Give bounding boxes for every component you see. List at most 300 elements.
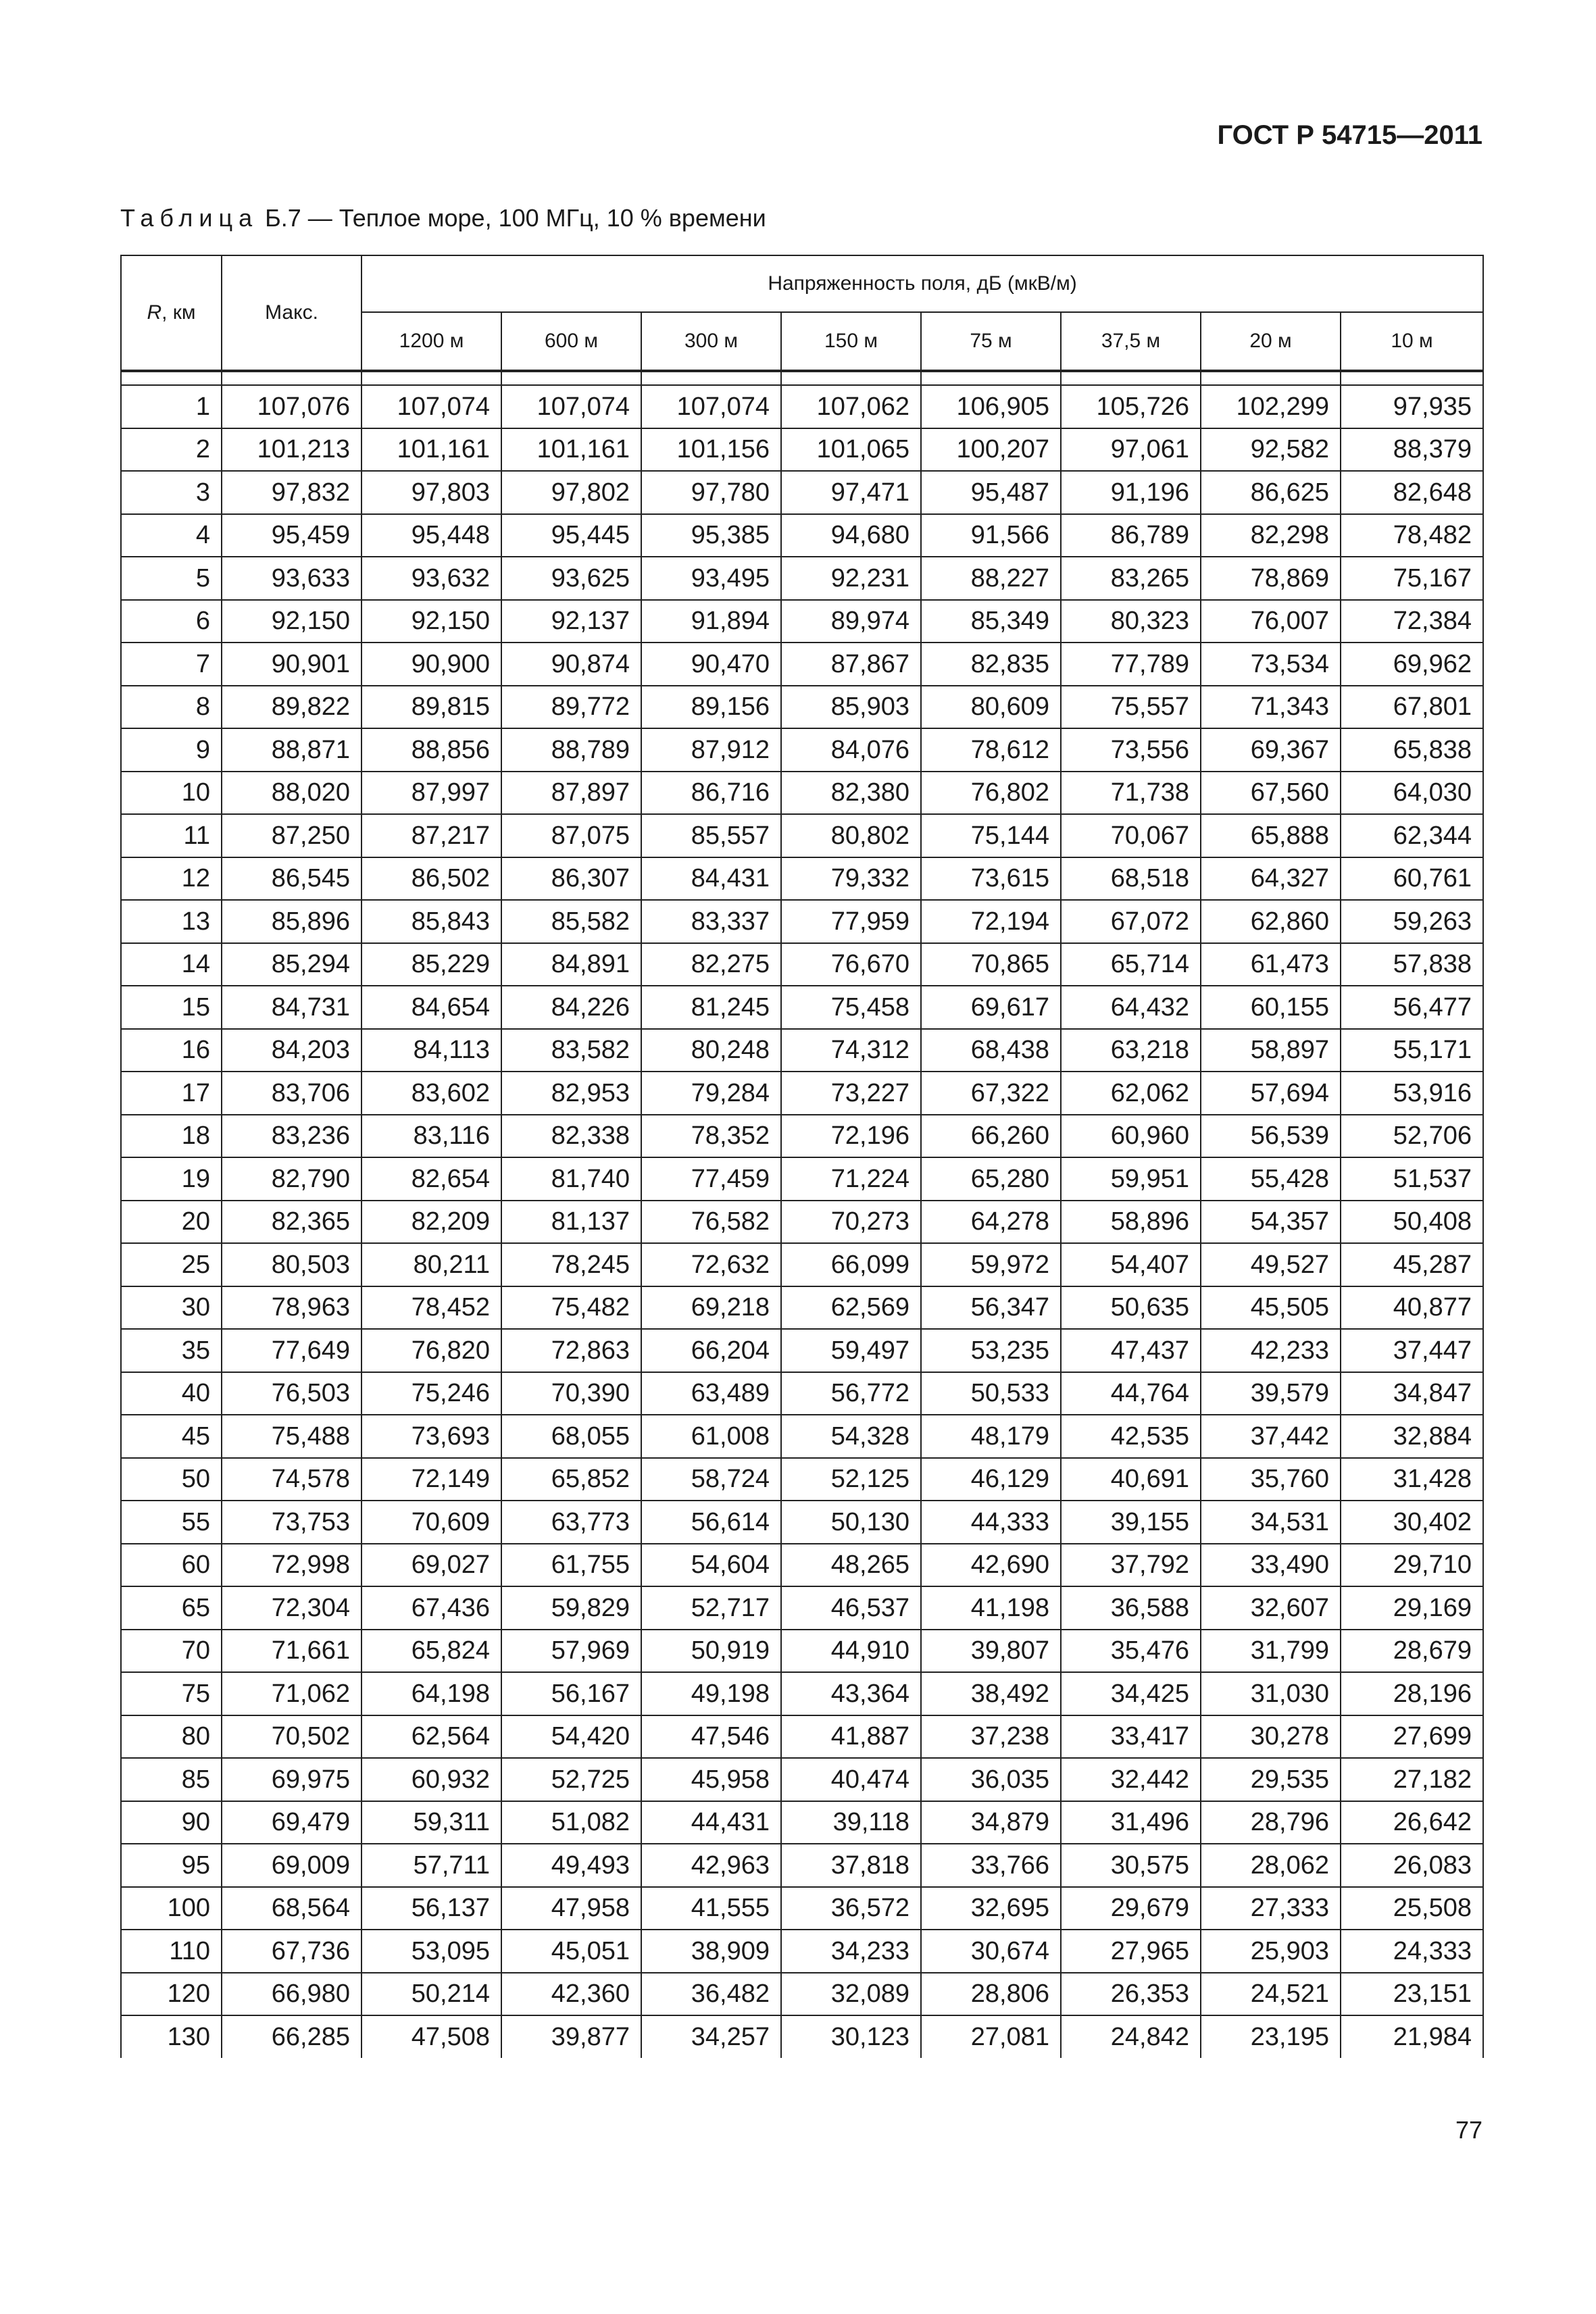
field-value-cell: 101,065	[781, 428, 921, 472]
field-value-cell: 21,984	[1341, 2015, 1483, 2058]
field-value-cell: 36,572	[781, 1887, 921, 1930]
field-value-cell: 27,081	[921, 2015, 1061, 2058]
table-row	[121, 2015, 1483, 2058]
field-value-cell: 107,062	[781, 385, 921, 428]
field-value-cell: 87,217	[361, 814, 501, 857]
field-value-cell: 59,951	[1061, 1157, 1201, 1201]
field-value-cell: 59,263	[1341, 900, 1483, 943]
field-value-cell: 82,835	[921, 643, 1061, 686]
field-value-cell: 36,035	[921, 1758, 1061, 1801]
field-value-cell: 40,474	[781, 1758, 921, 1801]
table-row	[121, 1458, 1483, 1501]
header-height: 150 м	[781, 312, 921, 371]
spacer-cell	[501, 371, 641, 385]
field-value-cell: 97,471	[781, 471, 921, 514]
page-number: 77	[1455, 2116, 1482, 2144]
field-value-cell: 80,248	[641, 1029, 781, 1072]
field-value-cell: 71,224	[781, 1157, 921, 1201]
field-value-cell: 61,008	[641, 1415, 781, 1458]
field-value-cell: 25,508	[1341, 1887, 1483, 1930]
field-value-cell: 68,518	[1061, 857, 1201, 901]
distance-cell: 25	[121, 1243, 222, 1286]
field-value-cell: 87,867	[781, 643, 921, 686]
table-row	[121, 1672, 1483, 1715]
distance-cell: 20	[121, 1201, 222, 1244]
spacer-cell	[361, 371, 501, 385]
max-value-cell: 72,998	[222, 1544, 361, 1587]
max-value-cell: 88,871	[222, 728, 361, 772]
distance-cell: 16	[121, 1029, 222, 1072]
field-value-cell: 93,625	[501, 557, 641, 600]
field-value-cell: 49,493	[501, 1844, 641, 1887]
field-value-cell: 95,448	[361, 514, 501, 557]
field-value-cell: 32,884	[1341, 1415, 1483, 1458]
field-value-cell: 51,537	[1341, 1157, 1483, 1201]
field-value-cell: 36,482	[641, 1973, 781, 2016]
distance-cell: 65	[121, 1586, 222, 1630]
field-value-cell: 32,695	[921, 1887, 1061, 1930]
field-value-cell: 48,265	[781, 1544, 921, 1587]
field-value-cell: 31,030	[1201, 1672, 1341, 1715]
max-value-cell: 83,236	[222, 1115, 361, 1158]
field-value-cell: 62,860	[1201, 900, 1341, 943]
max-value-cell: 86,545	[222, 857, 361, 901]
field-value-cell: 101,161	[501, 428, 641, 472]
field-value-cell: 63,489	[641, 1372, 781, 1415]
distance-cell: 6	[121, 600, 222, 643]
max-value-cell: 66,285	[222, 2015, 361, 2058]
spacer-cell	[222, 371, 361, 385]
table-caption	[120, 204, 766, 232]
field-value-cell: 60,761	[1341, 857, 1483, 901]
max-value-cell: 69,479	[222, 1801, 361, 1844]
distance-cell: 45	[121, 1415, 222, 1458]
distance-cell: 12	[121, 857, 222, 901]
field-value-cell: 56,137	[361, 1887, 501, 1930]
field-value-cell: 53,235	[921, 1329, 1061, 1372]
field-value-cell: 79,332	[781, 857, 921, 901]
field-value-cell: 95,445	[501, 514, 641, 557]
field-value-cell: 86,716	[641, 772, 781, 815]
field-value-cell: 80,211	[361, 1243, 501, 1286]
field-value-cell: 84,431	[641, 857, 781, 901]
field-value-cell: 94,680	[781, 514, 921, 557]
distance-cell: 55	[121, 1501, 222, 1544]
max-value-cell: 90,901	[222, 643, 361, 686]
max-value-cell: 73,753	[222, 1501, 361, 1544]
field-value-cell: 51,082	[501, 1801, 641, 1844]
field-value-cell: 34,257	[641, 2015, 781, 2058]
field-value-cell: 77,959	[781, 900, 921, 943]
field-value-cell: 34,531	[1201, 1501, 1341, 1544]
table-row	[121, 1372, 1483, 1415]
max-value-cell: 71,661	[222, 1630, 361, 1673]
max-value-cell: 93,633	[222, 557, 361, 600]
table-row	[121, 986, 1483, 1029]
table-header	[121, 255, 1483, 371]
table-row	[121, 428, 1483, 472]
max-value-cell: 101,213	[222, 428, 361, 472]
field-value-cell: 47,546	[641, 1715, 781, 1759]
field-value-cell: 39,807	[921, 1630, 1061, 1673]
max-value-cell: 85,896	[222, 900, 361, 943]
field-value-cell: 79,284	[641, 1072, 781, 1115]
field-value-cell: 33,417	[1061, 1715, 1201, 1759]
field-value-cell: 73,556	[1061, 728, 1201, 772]
field-value-cell: 35,760	[1201, 1458, 1341, 1501]
field-value-cell: 72,384	[1341, 600, 1483, 643]
field-value-cell: 48,179	[921, 1415, 1061, 1458]
header-max: Макс.	[222, 255, 361, 371]
max-value-cell: 84,203	[222, 1029, 361, 1072]
table-row	[121, 1758, 1483, 1801]
field-value-cell: 37,818	[781, 1844, 921, 1887]
header-field-strength: Напряженность поля, дБ (мкВ/м)	[361, 255, 1483, 312]
table-row	[121, 1286, 1483, 1330]
field-value-cell: 71,738	[1061, 772, 1201, 815]
distance-cell: 11	[121, 814, 222, 857]
field-value-cell: 25,903	[1201, 1930, 1341, 1973]
field-value-cell: 72,149	[361, 1458, 501, 1501]
field-value-cell: 56,477	[1341, 986, 1483, 1029]
field-value-cell: 90,470	[641, 643, 781, 686]
table-row	[121, 1930, 1483, 1973]
field-value-cell: 107,074	[641, 385, 781, 428]
field-value-cell: 37,442	[1201, 1415, 1341, 1458]
table-body	[121, 385, 1483, 2058]
max-value-cell: 72,304	[222, 1586, 361, 1630]
field-value-cell: 68,438	[921, 1029, 1061, 1072]
max-value-cell: 107,076	[222, 385, 361, 428]
field-value-cell: 81,137	[501, 1201, 641, 1244]
field-value-cell: 59,972	[921, 1243, 1061, 1286]
header-distance	[121, 255, 222, 371]
field-value-cell: 92,150	[361, 600, 501, 643]
field-value-cell: 67,072	[1061, 900, 1201, 943]
field-value-cell: 100,207	[921, 428, 1061, 472]
distance-cell: 19	[121, 1157, 222, 1201]
field-value-cell: 66,204	[641, 1329, 781, 1372]
field-value-cell: 52,706	[1341, 1115, 1483, 1158]
field-value-cell: 71,343	[1201, 686, 1341, 729]
max-value-cell: 69,975	[222, 1758, 361, 1801]
field-value-cell: 67,322	[921, 1072, 1061, 1115]
max-value-cell: 75,488	[222, 1415, 361, 1458]
field-value-cell: 80,323	[1061, 600, 1201, 643]
field-value-cell: 23,151	[1341, 1973, 1483, 2016]
field-value-cell: 63,773	[501, 1501, 641, 1544]
field-value-cell: 64,327	[1201, 857, 1341, 901]
field-value-cell: 54,357	[1201, 1201, 1341, 1244]
field-value-cell: 47,958	[501, 1887, 641, 1930]
field-value-cell: 50,130	[781, 1501, 921, 1544]
field-value-cell: 87,075	[501, 814, 641, 857]
spacer-cell	[1341, 371, 1483, 385]
field-value-cell: 38,492	[921, 1672, 1061, 1715]
field-value-cell: 64,198	[361, 1672, 501, 1715]
field-value-cell: 89,815	[361, 686, 501, 729]
spacer-cell	[921, 371, 1061, 385]
max-value-cell: 97,832	[222, 471, 361, 514]
field-value-cell: 85,349	[921, 600, 1061, 643]
field-value-cell: 66,260	[921, 1115, 1061, 1158]
table-row	[121, 1715, 1483, 1759]
field-value-cell: 72,194	[921, 900, 1061, 943]
field-value-cell: 62,569	[781, 1286, 921, 1330]
distance-cell: 18	[121, 1115, 222, 1158]
field-value-cell: 34,847	[1341, 1372, 1483, 1415]
field-value-cell: 34,879	[921, 1801, 1061, 1844]
table-row	[121, 857, 1483, 901]
field-value-cell: 87,897	[501, 772, 641, 815]
field-value-cell: 27,182	[1341, 1758, 1483, 1801]
field-value-cell: 97,935	[1341, 385, 1483, 428]
max-value-cell: 67,736	[222, 1930, 361, 1973]
table-row	[121, 900, 1483, 943]
field-value-cell: 65,888	[1201, 814, 1341, 857]
field-value-cell: 58,724	[641, 1458, 781, 1501]
field-value-cell: 43,364	[781, 1672, 921, 1715]
table-row	[121, 686, 1483, 729]
field-value-cell: 75,167	[1341, 557, 1483, 600]
max-value-cell: 95,459	[222, 514, 361, 557]
field-value-cell: 84,076	[781, 728, 921, 772]
header-height: 20 м	[1201, 312, 1341, 371]
distance-cell: 60	[121, 1544, 222, 1587]
field-value-cell: 32,607	[1201, 1586, 1341, 1630]
field-value-cell: 56,772	[781, 1372, 921, 1415]
table-row	[121, 385, 1483, 428]
table-row	[121, 1115, 1483, 1158]
field-value-cell: 101,161	[361, 428, 501, 472]
spacer-cell	[781, 371, 921, 385]
field-value-cell: 60,155	[1201, 986, 1341, 1029]
field-value-cell: 28,796	[1201, 1801, 1341, 1844]
field-value-cell: 29,710	[1341, 1544, 1483, 1587]
field-value-cell: 91,566	[921, 514, 1061, 557]
field-value-cell: 26,642	[1341, 1801, 1483, 1844]
field-value-cell: 83,602	[361, 1072, 501, 1115]
caption-text: Б.7 — Теплое море, 100 МГц, 10 % времени	[258, 204, 766, 232]
field-value-cell: 56,614	[641, 1501, 781, 1544]
distance-cell: 17	[121, 1072, 222, 1115]
field-value-cell: 93,632	[361, 557, 501, 600]
field-value-cell: 52,125	[781, 1458, 921, 1501]
field-value-cell: 46,537	[781, 1586, 921, 1630]
field-value-cell: 53,916	[1341, 1072, 1483, 1115]
field-value-cell: 73,615	[921, 857, 1061, 901]
field-value-cell: 90,874	[501, 643, 641, 686]
table-row	[121, 1072, 1483, 1115]
field-value-cell: 45,958	[641, 1758, 781, 1801]
table-row	[121, 1586, 1483, 1630]
field-value-cell: 54,604	[641, 1544, 781, 1587]
max-value-cell: 87,250	[222, 814, 361, 857]
field-value-cell: 32,442	[1061, 1758, 1201, 1801]
field-value-cell: 62,564	[361, 1715, 501, 1759]
distance-cell: 110	[121, 1930, 222, 1973]
header-distance-var: R	[147, 301, 162, 324]
distance-cell: 9	[121, 728, 222, 772]
distance-cell: 70	[121, 1630, 222, 1673]
field-value-cell: 59,311	[361, 1801, 501, 1844]
field-value-cell: 69,617	[921, 986, 1061, 1029]
field-value-cell: 50,408	[1341, 1201, 1483, 1244]
distance-cell: 3	[121, 471, 222, 514]
field-value-cell: 29,679	[1061, 1887, 1201, 1930]
field-value-cell: 40,691	[1061, 1458, 1201, 1501]
caption-word: Таблица	[120, 204, 259, 232]
field-value-cell: 69,962	[1341, 643, 1483, 686]
field-value-cell: 56,347	[921, 1286, 1061, 1330]
field-value-cell: 92,231	[781, 557, 921, 600]
distance-cell: 15	[121, 986, 222, 1029]
spacer-cell	[121, 371, 222, 385]
field-value-cell: 83,116	[361, 1115, 501, 1158]
table-row	[121, 1801, 1483, 1844]
field-value-cell: 82,338	[501, 1115, 641, 1158]
field-value-cell: 67,801	[1341, 686, 1483, 729]
document-header: ГОСТ Р 54715—2011	[1217, 120, 1482, 150]
distance-cell: 95	[121, 1844, 222, 1887]
field-value-cell: 49,527	[1201, 1243, 1341, 1286]
field-value-cell: 61,473	[1201, 943, 1341, 986]
field-value-cell: 36,588	[1061, 1586, 1201, 1630]
max-value-cell: 88,020	[222, 772, 361, 815]
table-row	[121, 1329, 1483, 1372]
field-value-cell: 78,452	[361, 1286, 501, 1330]
field-value-cell: 85,903	[781, 686, 921, 729]
field-value-cell: 50,533	[921, 1372, 1061, 1415]
field-value-cell: 82,380	[781, 772, 921, 815]
field-value-cell: 70,865	[921, 943, 1061, 986]
field-value-cell: 97,803	[361, 471, 501, 514]
field-value-cell: 32,089	[781, 1973, 921, 2016]
field-value-cell: 80,802	[781, 814, 921, 857]
distance-cell: 8	[121, 686, 222, 729]
field-value-cell: 92,137	[501, 600, 641, 643]
field-value-cell: 62,062	[1061, 1072, 1201, 1115]
field-value-cell: 73,534	[1201, 643, 1341, 686]
field-value-cell: 84,113	[361, 1029, 501, 1072]
field-value-cell: 57,838	[1341, 943, 1483, 986]
field-value-cell: 87,997	[361, 772, 501, 815]
table-row	[121, 643, 1483, 686]
max-value-cell: 92,150	[222, 600, 361, 643]
field-value-cell: 50,919	[641, 1630, 781, 1673]
field-value-cell: 24,521	[1201, 1973, 1341, 2016]
field-value-cell: 91,894	[641, 600, 781, 643]
field-value-cell: 81,245	[641, 986, 781, 1029]
field-value-cell: 28,806	[921, 1973, 1061, 2016]
field-value-cell: 23,195	[1201, 2015, 1341, 2058]
field-value-cell: 73,693	[361, 1415, 501, 1458]
spacer-cell	[1201, 371, 1341, 385]
field-value-cell: 78,869	[1201, 557, 1341, 600]
table-row	[121, 1844, 1483, 1887]
field-value-cell: 50,635	[1061, 1286, 1201, 1330]
field-value-cell: 65,714	[1061, 943, 1201, 986]
max-value-cell: 82,790	[222, 1157, 361, 1201]
header-height: 10 м	[1341, 312, 1483, 371]
max-value-cell: 69,009	[222, 1844, 361, 1887]
field-value-cell: 28,679	[1341, 1630, 1483, 1673]
field-value-cell: 24,842	[1061, 2015, 1201, 2058]
field-value-cell: 54,407	[1061, 1243, 1201, 1286]
field-value-cell: 86,789	[1061, 514, 1201, 557]
field-value-cell: 105,726	[1061, 385, 1201, 428]
field-value-cell: 46,129	[921, 1458, 1061, 1501]
field-value-cell: 97,061	[1061, 428, 1201, 472]
field-value-cell: 64,030	[1341, 772, 1483, 815]
table-row	[121, 943, 1483, 986]
field-value-cell: 75,557	[1061, 686, 1201, 729]
field-value-cell: 33,766	[921, 1844, 1061, 1887]
field-value-cell: 28,062	[1201, 1844, 1341, 1887]
field-strength-table-container	[120, 255, 1482, 2058]
distance-cell: 120	[121, 1973, 222, 2016]
header-height: 37,5 м	[1061, 312, 1201, 371]
distance-cell: 90	[121, 1801, 222, 1844]
field-value-cell: 90,900	[361, 643, 501, 686]
max-value-cell: 89,822	[222, 686, 361, 729]
header-height: 1200 м	[361, 312, 501, 371]
field-value-cell: 88,856	[361, 728, 501, 772]
field-value-cell: 42,233	[1201, 1329, 1341, 1372]
field-value-cell: 67,560	[1201, 772, 1341, 815]
field-value-cell: 69,367	[1201, 728, 1341, 772]
field-value-cell: 76,007	[1201, 600, 1341, 643]
table-row	[121, 1243, 1483, 1286]
field-value-cell: 84,654	[361, 986, 501, 1029]
field-value-cell: 83,337	[641, 900, 781, 943]
distance-cell: 7	[121, 643, 222, 686]
field-value-cell: 55,171	[1341, 1029, 1483, 1072]
field-value-cell: 95,487	[921, 471, 1061, 514]
distance-cell: 100	[121, 1887, 222, 1930]
field-value-cell: 86,625	[1201, 471, 1341, 514]
field-value-cell: 69,218	[641, 1286, 781, 1330]
field-value-cell: 54,420	[501, 1715, 641, 1759]
field-value-cell: 30,402	[1341, 1501, 1483, 1544]
field-value-cell: 63,218	[1061, 1029, 1201, 1072]
distance-cell: 10	[121, 772, 222, 815]
table-row	[121, 1887, 1483, 1930]
max-value-cell: 78,963	[222, 1286, 361, 1330]
field-value-cell: 57,711	[361, 1844, 501, 1887]
field-value-cell: 75,246	[361, 1372, 501, 1415]
field-value-cell: 72,632	[641, 1243, 781, 1286]
max-value-cell: 71,062	[222, 1672, 361, 1715]
distance-cell: 13	[121, 900, 222, 943]
field-value-cell: 107,074	[501, 385, 641, 428]
field-value-cell: 29,535	[1201, 1758, 1341, 1801]
field-value-cell: 85,557	[641, 814, 781, 857]
field-value-cell: 83,265	[1061, 557, 1201, 600]
field-value-cell: 35,476	[1061, 1630, 1201, 1673]
table-row	[121, 600, 1483, 643]
field-value-cell: 39,877	[501, 2015, 641, 2058]
field-value-cell: 67,436	[361, 1586, 501, 1630]
field-value-cell: 31,799	[1201, 1630, 1341, 1673]
field-value-cell: 44,333	[921, 1501, 1061, 1544]
distance-cell: 2	[121, 428, 222, 472]
field-value-cell: 39,155	[1061, 1501, 1201, 1544]
field-value-cell: 39,118	[781, 1801, 921, 1844]
field-value-cell: 65,280	[921, 1157, 1061, 1201]
field-value-cell: 42,360	[501, 1973, 641, 2016]
field-value-cell: 42,690	[921, 1544, 1061, 1587]
